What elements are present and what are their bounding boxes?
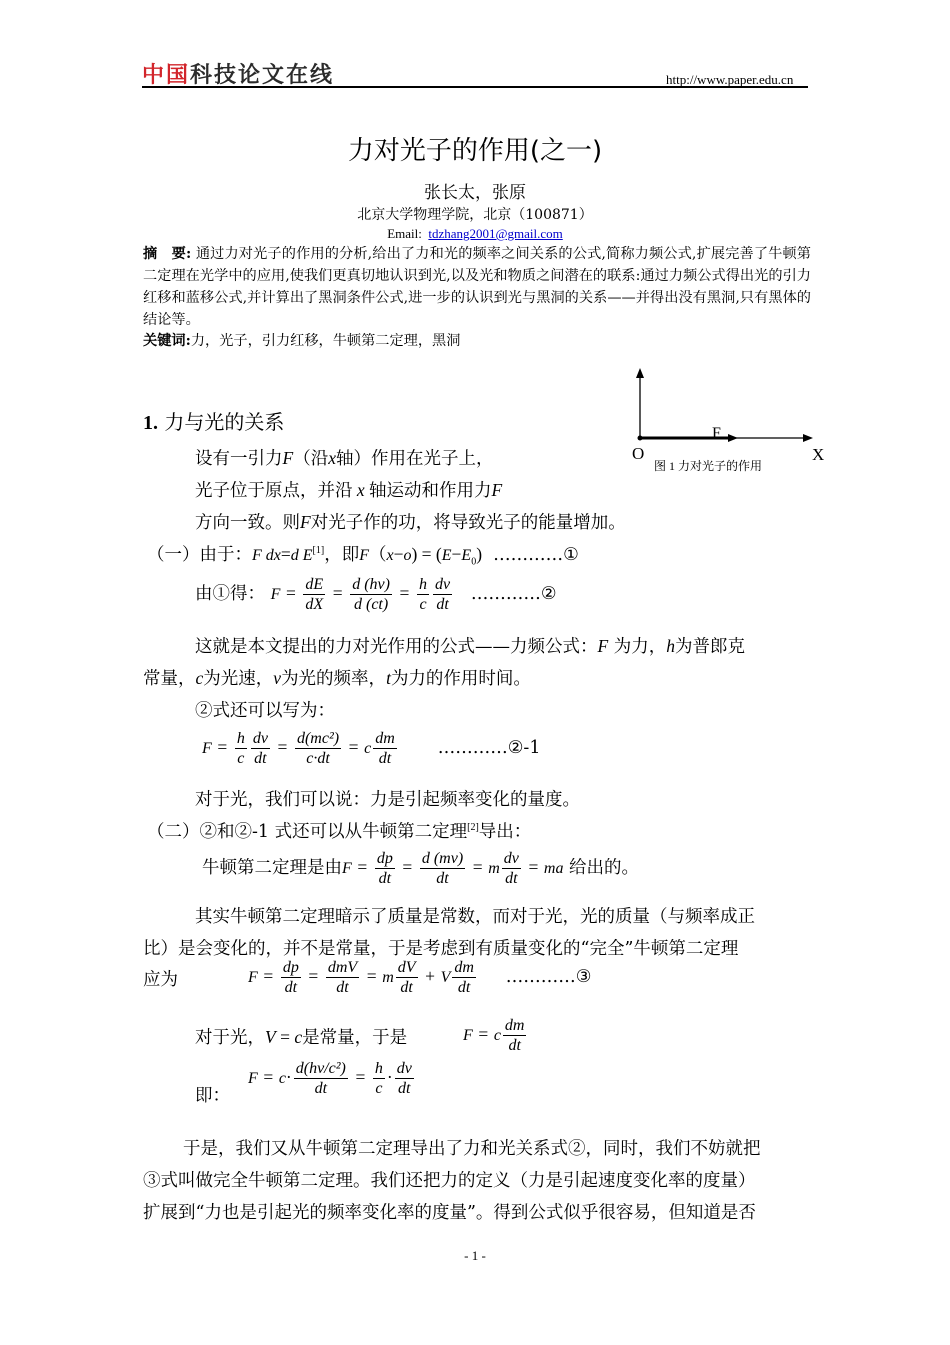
para-line: ③式叫做完全牛顿第二定理。我们还把力的定义（力是引起速度变化率的度量） bbox=[143, 1171, 756, 1191]
equation-1-line: （一）由于：F dx=d E[1]，即$F(x-o) = (E-E_0)$ …………① bbox=[147, 544, 579, 568]
header-url: http://www.paper.edu.cn bbox=[666, 72, 794, 87]
figure-force-on-photon bbox=[620, 360, 840, 480]
paper-title: 力对光子的作用(之一) bbox=[347, 136, 603, 166]
y-axis-arrowhead bbox=[636, 368, 644, 378]
para-line: 于是，我们又从牛顿第二定理导出了力和光关系式②，同时，我们不妨就把 bbox=[183, 1139, 761, 1159]
equation-f-cdm: F = c $\frac{dm}{dt}$ bbox=[463, 1017, 525, 1054]
header-rule bbox=[142, 86, 808, 88]
para-line: 光子位于原点，并沿 x 轴运动和作用力F bbox=[195, 480, 503, 501]
abstract-text: 通过力对光子的作用的分析,给出了力和光的频率之间关系的公式,简称力频公式,扩展完善了牛顿第二定理在光学中的应用,使我们更真切地认识到光,以及光和物质之间潜在的联系:通过力频公式得出光的引力红移和蓝移公式,并计算出了黑洞条件公式,进一步的认识到光与黑洞的关系——并得出没有黑洞,只有黑体的结论等。 bbox=[143, 246, 811, 328]
para-line: 应为 bbox=[143, 970, 178, 990]
force-arrowhead bbox=[728, 434, 738, 442]
para-line: 这就是本文提出的力对光作用的公式——力频公式：F 为力，h为普郎克 bbox=[195, 636, 746, 657]
newton-second-law: 牛顿第二定理是由F = $\frac{dp}{dt}$ = $\frac{d (mv)}{dt}$ = m $\frac{dv}{dt}$ = ma 给出的。 bbox=[202, 850, 640, 887]
email-line: Email: tdzhang2001@gmail.com bbox=[387, 226, 563, 241]
authors: 张长太，张原 bbox=[424, 183, 526, 203]
para-line: 扩展到“力也是引起光的频率变化率的度量”。得到公式似乎很容易，但知道是否 bbox=[143, 1203, 756, 1223]
keywords: 关键词:力，光子，引力红移，牛顿第二定理，黑洞 bbox=[143, 333, 461, 349]
para-line: 设有一引力F（沿x轴）作用在光子上， bbox=[195, 448, 494, 469]
para-line: 即： bbox=[195, 1086, 230, 1106]
photon-origin bbox=[638, 436, 643, 441]
para-line: 对于光，V = c是常量，于是 bbox=[195, 1027, 408, 1048]
abstract-label: 摘 要: bbox=[143, 246, 192, 262]
label-force: F bbox=[712, 425, 721, 442]
para-line: 比）是会变化的，并不是常量，于是考虑到有质量变化的“完全”牛顿第二定理 bbox=[143, 939, 739, 959]
x-axis-arrowhead bbox=[803, 434, 813, 442]
para-line: 其实牛顿第二定理暗示了质量是常数，而对于光，光的质量（与频率成正 bbox=[195, 907, 755, 927]
para-line: 对于光，我们可以说：力是引起频率变化的量度。 bbox=[195, 790, 580, 810]
para-line: 常量，c为光速，ν为光的频率，t为力的作用时间。 bbox=[143, 668, 531, 689]
equation-final: F = c· $\frac{\text{d(hν/c²)}}{dt}$ = $\frac{h}{c}$ · $\frac{d\nu}{dt}$ bbox=[248, 1060, 412, 1097]
section-heading: 1. 力与光的关系 bbox=[143, 410, 285, 434]
label-origin: O bbox=[632, 444, 645, 463]
page-number: - 1 - bbox=[464, 1248, 486, 1263]
abstract bbox=[143, 243, 811, 331]
equation-2: 由①得： F = $\frac{dE}{dX}$ = $\frac{d (h\nu)}{d (ct)}$ = $\frac{h}{c}$ $\frac{d\nu}{dt}$ …………② bbox=[195, 576, 557, 613]
email-link[interactable]: tdzhang2001@gmail.com bbox=[428, 226, 563, 241]
affiliation: 北京大学物理学院，北京（100871） bbox=[357, 207, 593, 223]
site-logo: 中国科技论文在线 bbox=[142, 63, 335, 88]
equation-3: F = $\frac{dp}{dt}$ = $\frac{\text{dmV}}{dt}$ = m $\frac{dV}{dt}$ + V $\frac{dm}{dt}$ …………③ bbox=[248, 959, 592, 996]
para-line: （二）②和②-1 式还可以从牛顿第二定理[2]导出： bbox=[147, 822, 532, 842]
para-line: ②式还可以写为： bbox=[195, 701, 335, 721]
figure-caption: 图 1 力对光子的作用 bbox=[654, 459, 763, 473]
equation-2-1: F = $\frac{h}{c}$ $\frac{d\nu}{dt}$ = $\frac{\text{d(mc²)}}{c\cdot dt}$ = c $\frac{dm}{dt}$ …………②-1 bbox=[202, 730, 541, 767]
label-x-axis: X bbox=[812, 445, 825, 464]
para-line: 方向一致。则F对光子作的功，将导致光子的能量增加。 bbox=[195, 512, 626, 533]
